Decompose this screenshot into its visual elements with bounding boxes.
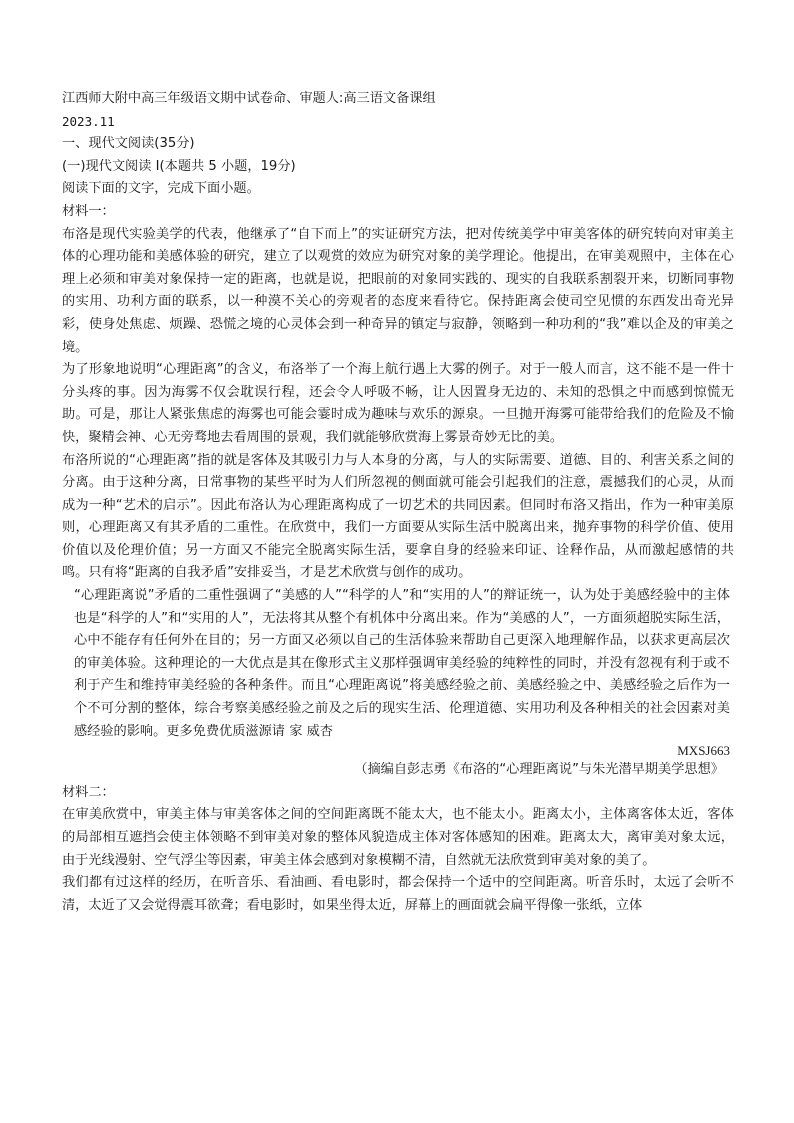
document-page — [62, 88, 734, 917]
material1-paragraph-4-block — [62, 585, 734, 759]
section-heading: 一、现代文阅读(35分) — [62, 136, 195, 152]
material2-paragraph-1: 在审美欣赏中，审美主体与审美客体之间的空间距离既不能太大，也不能太小。距离太小，主体离客体太近，客体的局部相互遮挡会使主体领略不到审美对象的整体风貌造成主体对客体感知的困难。距离太大，离审美对象太远，由于光线漫射、空气浮尘等因素，审美主体会感到对象模糊不清，自然就无法欣赏到审美对象的美了。 — [62, 807, 734, 868]
material1-paragraph-4: “心理距离说”矛盾的二重性强调了“美感的人”“科学的人”和“实用的人”的辩证统一，认为处于美感经验中的主体也是“科学的人”和“实用的人”，无法将其从整个有机体中分离出来。作为“美感的人”，一方面须超脱实际生活，心中不能存有任何外在目的；另一方面又必须以自己的生活体验来帮助自己更深入地理解作品，以获求更高层次的审美体验。这种理论的一大优点是其在像形式主义那样强调审美经验的纯粹性的同时，并没有忽视有利于或不利于产生和维持审美经验的各种条件。而且“心理距离说”将美感经验之前、美感经验之中、美感经验之后作为一个不可分割的整体，综合考察美感经验之前及之后的现实生活、伦理道德、实用功利及各种相关的社会因素对美感经验的影响。更多免费优质滋源请 家 威杏 — [74, 588, 730, 739]
material1-paragraph-1: 布洛是现代实验美学的代表，他继承了“自下而上”的实证研究方法，把对传统美学中审美客体的研究转向对审美主体的心理功能和美感体验的研究，建立了以观赏的效应为研究对象的美学理论。他提出，在审美观照中，主体在心理上必须和审美对象保持一定的距离，也就是说，把眼前的对象同实践的、现实的自我联系割裂开来，切断同事物的实用、功利方面的联系，以一种漠不关心的旁观者的态度来看待它。保持距离会使司空见惯的东西发出奇光异彩，使身处焦虑、烦躁、恐慌之境的心灵体会到一种奇异的镇定与寂静，领略到一种功利的“我”难以企及的审美之境。 — [62, 226, 734, 355]
watermark-row — [74, 743, 730, 759]
section-subheading: (一)现代文阅读 I(本题共 5 小题，19分) — [62, 158, 296, 174]
material2-label: 材料二： — [62, 784, 115, 800]
material1-source: （摘编自彭志勇《布洛的“心理距离说”与朱光潜早期美学思想》 — [354, 762, 724, 778]
material1-label: 材料一： — [62, 203, 115, 219]
exam-date: 2023.11 — [62, 113, 115, 129]
exam-title: 江西师大附中高三年级语文期中试卷命、审题人:高三语文备课组 — [62, 91, 436, 106]
material1-paragraph-2: 为了形象地说明“心理距离”的含义，布洛举了一个海上航行遇上大雾的例子。对于一般人而言，这不能不是一件十分头疼的事。因为海雾不仅会耽误行程，还会令人呼吸不畅，让人因置身无边的、未知的恐惧之中而感到惊慌无助。可是，那让人紧张焦虑的海雾也可能会霎时成为趣味与欢乐的源泉。一旦抛开海雾可能带给我们的危险及不愉快，聚精会神、心无旁骛地去看周围的景观，我们就能够欣赏海上雾景奇妙无比的美。 — [62, 362, 734, 445]
watermark-code: MXSJ663 — [677, 743, 730, 759]
reading-instruction: 阅读下面的文字，完成下面小题。 — [62, 181, 260, 197]
material1-paragraph-3: 布洛所说的“心理距离”指的就是客体及其吸引力与人本身的分离，与人的实际需要、道德、目的、利害关系之间的分离。由于这种分离，日常事物的某些平时为人们所忽视的侧面就可能会引起我们的注意，震撼我们的心灵，从而成为一种“艺术的启示”。因此布洛认为心理距离构成了一切艺术的共同因素。但同时布洛又指出，作为一种审美原则，心理距离又有其矛盾的二重性。在欣赏中，我们一方面要从实际生活中脱离出来，抛弃事物的科学价值、使用价值以及伦理价值；另一方面又不能完全脱离实际生活，要拿自身的经验来印证、诠释作品，从而激起感情的共鸣。只有将“距离的自我矛盾”安排妥当，才是艺术欣赏与创作的成功。 — [62, 452, 734, 581]
material2-paragraph-2: 我们都有过这样的经历，在听音乐、看油画、看电影时，都会保持一个适中的空间距离。听音乐时，太远了会听不清，太近了又会觉得震耳欲聋；看电影时，如果坐得太近，屏幕上的画面就会扁平得像一张纸，立体 — [62, 875, 734, 913]
